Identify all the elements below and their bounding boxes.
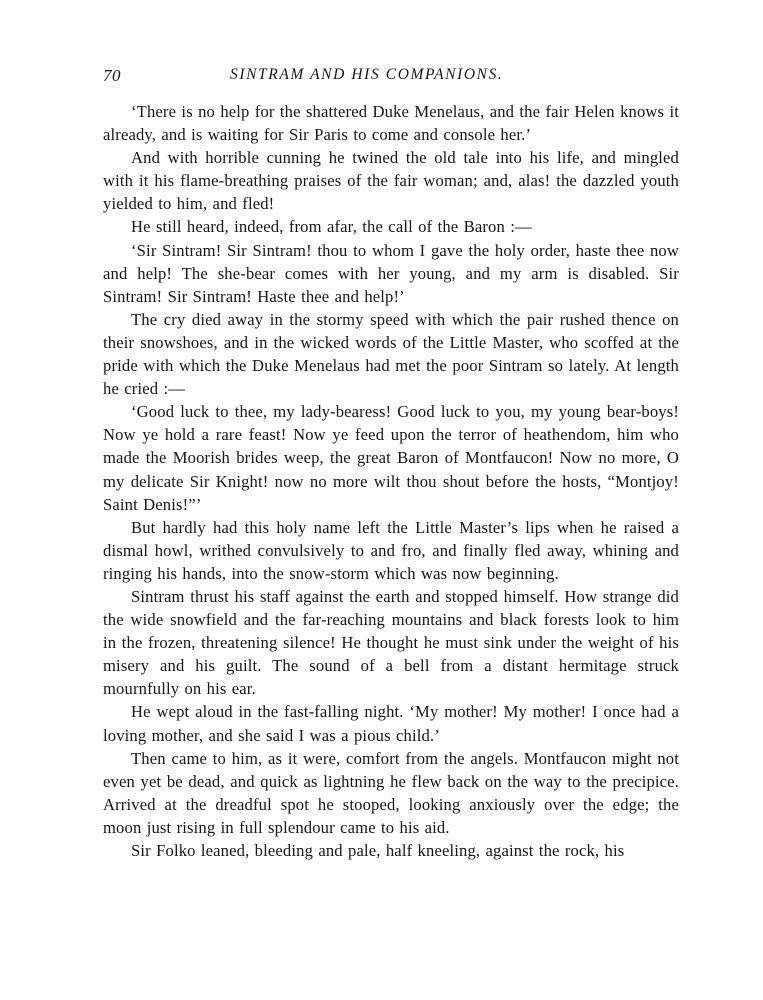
running-head (103, 66, 683, 88)
paragraph: Then came to him, as it were, comfort from the angels. Montfaucon might not even yet be dead, and quick as lightning he flew back on the way to the precipice. Arrived at the dreadful spot he stooped, looking anxiously over the edge; the moon just rising in full splendour came to his aid. (103, 748, 679, 837)
paragraph: Sintram thrust his staff against the earth and stopped himself. How strange did the wide snowfield and the far-reaching mountains and black forests look to him in the frozen, threatening silence! He thought he must sink under the weight of his misery and his guilt. The sound of a bell from a distant hermitage struck mournfully on his ear. (103, 586, 679, 699)
paragraph: Sir Folko leaned, bleeding and pale, half kneeling, against the rock, his (131, 841, 625, 860)
running-title: SINTRAM AND HIS COMPANIONS. (230, 66, 504, 83)
paragraph: He wept aloud in the fast-falling night. ‘My mother! My mother! I once had a loving mother, and she said I was a pious child.’ (103, 702, 679, 745)
paragraph: ‘Good luck to thee, my lady-bearess! Good luck to you, my young bear-boys! Now ye hold a rare feast! Now ye feed upon the terror of heathendom, him who made the Moorish brides weep, the great Baron of Montfaucon! Now no more, O my delicate Sir Knight! now no more wilt thou shout before the hosts, “Montjoy! Saint Denis!”’ (103, 402, 679, 514)
paragraph: But hardly had this holy name left the Little Master’s lips when he raised a dismal howl, writhed convulsively to and fro, and finally fled away, whining and ringing his hands, into the snow-storm which was now beginning. (103, 517, 679, 583)
paragraph: ‘Sir Sintram! Sir Sintram! thou to whom I gave the holy order, haste thee now and help! The she-bear comes with her young, and my arm is disabled. Sir Sintram! Sir Sintram! Haste thee and help!’ (103, 240, 679, 306)
paragraph: He still heard, indeed, from afar, the call of the Baron :— (131, 217, 532, 237)
paragraph: The cry died away in the stormy speed with which the pair rushed thence on their snowshoes, and in the wicked words of the Little Master, who scoffed at the pride with which the Duke Menelaus had met the poor Sintram so lately. At length he cried :— (103, 309, 679, 399)
paragraph: And with horrible cunning he twined the old tale into his life, and mingled with it his flame-breathing praises of the fair woman; and, alas! the dazzled youth yielded to him, and fled! (103, 148, 679, 214)
paragraph: ‘There is no help for the shattered Duke Menelaus, and the fair Helen knows it already, and is waiting for Sir Paris to come and console her.’ (103, 102, 679, 145)
body-text (103, 100, 679, 862)
page-number: 70 (103, 66, 121, 85)
